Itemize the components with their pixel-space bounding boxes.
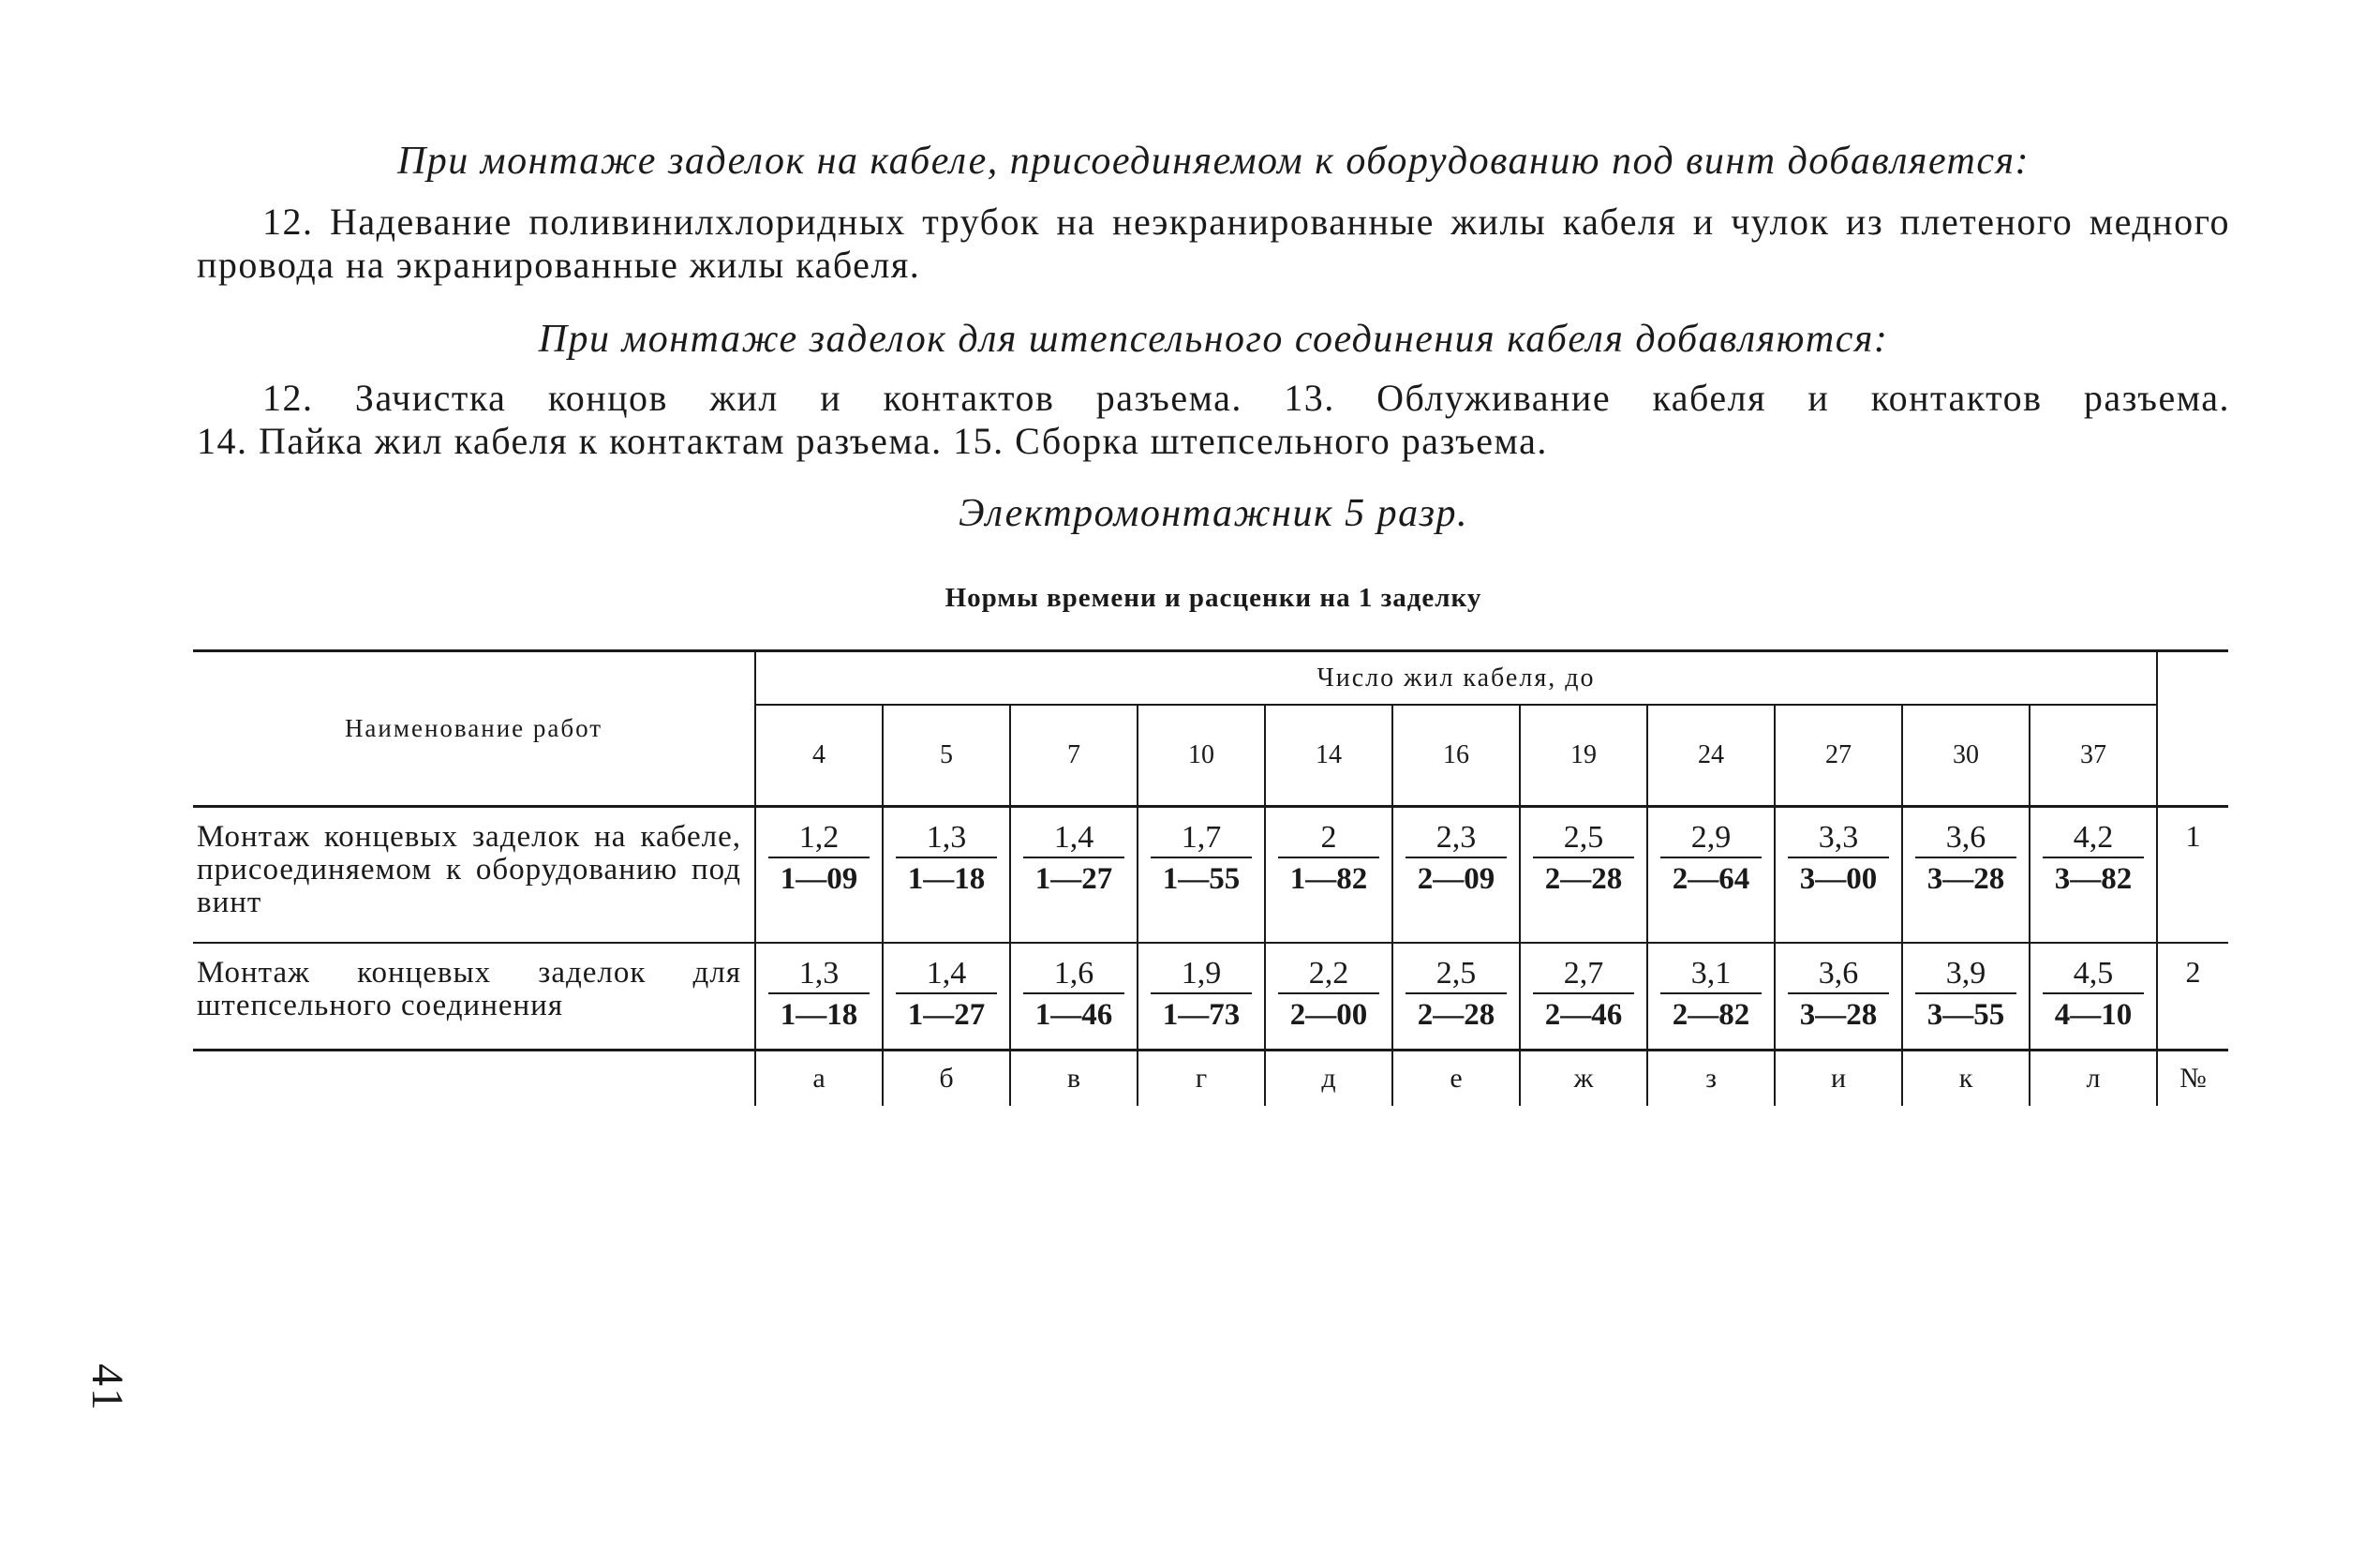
rate-value: 3—82 [2054, 862, 2133, 896]
rate-value: 1—18 [907, 862, 986, 896]
rate-value: 3—28 [1799, 997, 1878, 1032]
number-column-header [2157, 651, 2228, 807]
norm-cell [1265, 943, 1392, 1051]
time-norm-value: 1,9 [1151, 955, 1252, 994]
rate-value: 1—82 [1289, 862, 1368, 896]
cores-group-header: Число жил кабеля, до [755, 651, 2157, 706]
time-norm-value: 3,9 [1915, 955, 2016, 994]
rate-value: 2—28 [1417, 997, 1495, 1032]
time-norm-value: 2,5 [1406, 955, 1507, 994]
column-letter: ж [1520, 1051, 1647, 1107]
column-letter: в [1010, 1051, 1138, 1107]
time-norm-value: 1,4 [896, 955, 997, 994]
norm-cell [755, 807, 883, 943]
footer-number-sign: № [2157, 1051, 2228, 1107]
time-norm-value: 2,3 [1406, 819, 1507, 858]
norm-cell [1647, 943, 1775, 1051]
norm-cell [2030, 807, 2157, 943]
time-norm-value: 2 [1278, 819, 1379, 858]
column-letter: к [1902, 1051, 2030, 1107]
rate-value: 1—27 [907, 997, 986, 1032]
time-norm-value: 1,2 [768, 819, 870, 858]
rate-value: 4—10 [2054, 997, 2133, 1032]
norm-fraction [768, 955, 870, 1036]
column-letter: д [1265, 1051, 1392, 1107]
column-letter: и [1775, 1051, 1902, 1107]
norm-cell [1647, 807, 1775, 943]
footer-blank [193, 1051, 755, 1107]
norm-fraction [1788, 955, 1889, 1036]
time-norm-value: 2,7 [1533, 955, 1634, 994]
page-number: 41 [82, 1364, 132, 1412]
norm-fraction [1533, 819, 1634, 900]
column-letter: г [1138, 1051, 1265, 1107]
rate-value: 3—28 [1926, 862, 2005, 896]
norm-cell [1010, 943, 1138, 1051]
rate-value: 1—09 [780, 862, 858, 896]
rate-value: 2—82 [1672, 997, 1750, 1032]
rate-value: 1—55 [1162, 862, 1241, 896]
time-norm-value: 4,5 [2043, 955, 2144, 994]
norm-cell [1392, 807, 1520, 943]
norm-fraction [768, 819, 870, 900]
paragraph-plug-line-1: 12. Зачистка концов жил и контактов разъема. 13. Облуживание кабеля и контактов разъема. [262, 377, 2230, 419]
paragraph-plug-connection [197, 377, 2230, 463]
cores-column-header: 10 [1138, 705, 1265, 807]
time-norm-value: 3,6 [1915, 819, 2016, 858]
cores-column-header: 16 [1392, 705, 1520, 807]
rate-value: 2—09 [1417, 862, 1495, 896]
norm-fraction [1023, 955, 1124, 1036]
work-name: Монтаж концевых заделок для штепсельного соединения [193, 943, 755, 1051]
time-norm-value: 3,1 [1660, 955, 1762, 994]
table-footer-row [193, 1051, 2228, 1107]
column-letter: е [1392, 1051, 1520, 1107]
norm-cell [1265, 807, 1392, 943]
norm-fraction [2043, 955, 2144, 1036]
table-title: Нормы времени и расценки на 1 заделку [945, 583, 1482, 613]
norm-fraction [1660, 819, 1762, 900]
norm-cell [1775, 807, 1902, 943]
cores-column-header: 37 [2030, 705, 2157, 807]
norm-fraction [2043, 819, 2144, 900]
cores-column-header: 5 [883, 705, 1010, 807]
rate-value: 2—64 [1672, 862, 1750, 896]
time-norm-value: 1,4 [1023, 819, 1124, 858]
paragraph-screw-connection [197, 201, 2230, 287]
row-number: 1 [2157, 807, 2228, 943]
rate-value: 2—28 [1544, 862, 1623, 896]
table-row [193, 807, 2228, 943]
cores-column-header: 14 [1265, 705, 1392, 807]
norm-cell [2030, 943, 2157, 1051]
cores-column-header: 27 [1775, 705, 1902, 807]
norm-fraction [1151, 955, 1252, 1036]
norm-cell [1775, 943, 1902, 1051]
time-norm-value: 2,5 [1533, 819, 1634, 858]
norm-fraction [1278, 955, 1379, 1036]
norm-fraction [1788, 819, 1889, 900]
rate-value: 1—18 [780, 997, 858, 1032]
norm-cell [1138, 943, 1265, 1051]
time-norm-value: 1,3 [768, 955, 870, 994]
norm-fraction [1406, 955, 1507, 1036]
column-letter: з [1647, 1051, 1775, 1107]
time-norm-value: 4,2 [2043, 819, 2144, 858]
cores-column-header: 7 [1010, 705, 1138, 807]
norm-cell [1010, 807, 1138, 943]
column-letter: а [755, 1051, 883, 1107]
rate-value: 1—73 [1162, 997, 1241, 1032]
time-norm-value: 2,2 [1278, 955, 1379, 994]
rate-value: 1—27 [1034, 862, 1113, 896]
cores-column-header: 24 [1647, 705, 1775, 807]
norm-fraction [1660, 955, 1762, 1036]
time-norm-value: 1,7 [1151, 819, 1252, 858]
norm-fraction [1023, 819, 1124, 900]
norm-fraction [896, 819, 997, 900]
time-norm-value: 2,9 [1660, 819, 1762, 858]
cores-column-header: 4 [755, 705, 883, 807]
heading-plug-connection: При монтаже заделок для штепсельного соединения кабеля добавляются: [538, 318, 1889, 361]
column-letter: б [883, 1051, 1010, 1107]
table-header-row [193, 651, 2228, 706]
rate-value: 2—00 [1289, 997, 1368, 1032]
norm-cell [1520, 943, 1647, 1051]
rate-value: 2—46 [1544, 997, 1623, 1032]
column-letter: л [2030, 1051, 2157, 1107]
norm-cell [883, 943, 1010, 1051]
rate-value: 1—46 [1034, 997, 1113, 1032]
norm-cell [1902, 943, 2030, 1051]
time-norm-value: 1,3 [896, 819, 997, 858]
worker-rank: Электромонтажник 5 разр. [959, 492, 1468, 535]
work-name: Монтаж концевых заделок на кабеле, присоединяемом к оборудованию под винт [193, 807, 755, 943]
norm-cell [1902, 807, 2030, 943]
norm-fraction [1278, 819, 1379, 900]
rate-value: 3—55 [1926, 997, 2005, 1032]
norm-cell [1138, 807, 1265, 943]
norm-fraction [1533, 955, 1634, 1036]
rate-value: 3—00 [1799, 862, 1878, 896]
paragraph-screw-text: 12. Надевание поливинилхлоридных трубок на неэкранированные жилы кабеля и чулок из плетеного медного провода на экранированные жилы кабеля. [197, 201, 2230, 286]
norm-fraction [896, 955, 997, 1036]
norm-cell [1520, 807, 1647, 943]
time-norm-value: 3,6 [1788, 955, 1889, 994]
time-norm-value: 3,3 [1788, 819, 1889, 858]
norm-fraction [1151, 819, 1252, 900]
norm-cell [1392, 943, 1520, 1051]
norm-fraction [1915, 819, 2016, 900]
cores-column-header: 30 [1902, 705, 2030, 807]
norms-table [193, 649, 2228, 1106]
cores-column-header: 19 [1520, 705, 1647, 807]
paragraph-plug-line-2: 14. Пайка жил кабеля к контактам разъема. 15. Сборка штепсельного разъема. [197, 420, 1548, 462]
row-number: 2 [2157, 943, 2228, 1051]
table-row [193, 943, 2228, 1051]
time-norm-value: 1,6 [1023, 955, 1124, 994]
norm-fraction [1406, 819, 1507, 900]
norm-cell [883, 807, 1010, 943]
name-column-header: Наименование работ [193, 651, 755, 807]
heading-screw-connection: При монтаже заделок на кабеле, присоединяемом к оборудованию под винт добавляется: [396, 140, 2030, 183]
norm-cell [755, 943, 883, 1051]
norm-fraction [1915, 955, 2016, 1036]
